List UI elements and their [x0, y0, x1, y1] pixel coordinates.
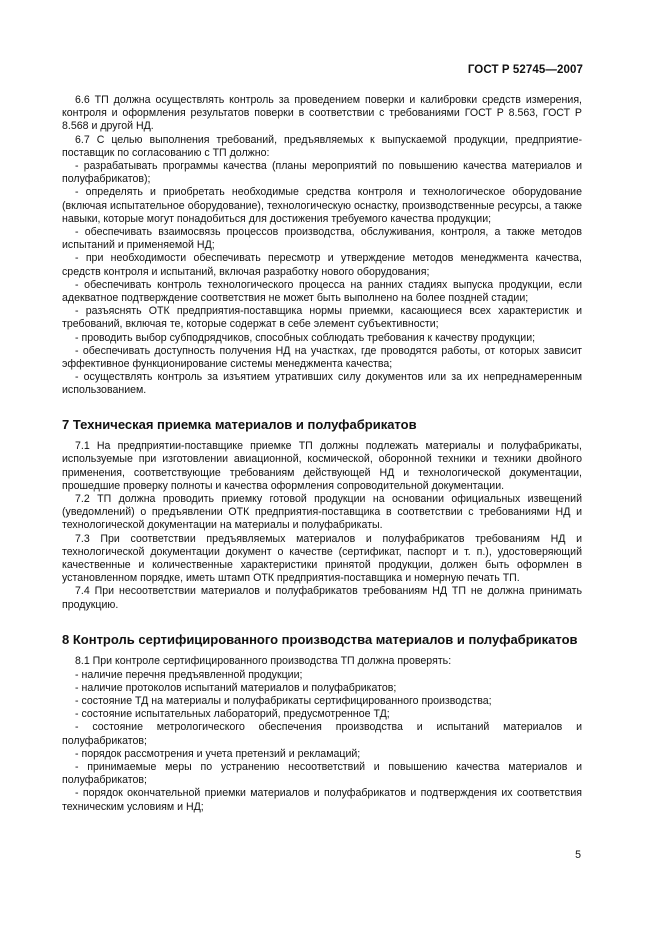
section-8-heading: 8 Контроль сертифицированного производства материалов и полуфабрикатов	[62, 631, 578, 647]
list-item: - порядок рассмотрения и учета претензий и рекламаций;	[75, 747, 361, 760]
list-item: - состояние испытательных лабораторий, предусмотренное ТД;	[75, 708, 390, 721]
page-number: 5	[575, 849, 581, 861]
paragraph-7-1: 7.1 На предприятии-поставщике приемке ТП должны подлежать материалы и полуфабрикаты, используемые при изготовлении авиационной, космической, оборонной техники и техники двойного применения, соответствующие требованиям действующей НД и технологической документации, прошедшие проверку полноты и качества оформления сопроводительной документации.	[62, 440, 582, 492]
list-item: - порядок окончательной приемки материалов и полуфабрикатов и подтверждения их соответствия техническим условиям и НД;	[62, 787, 582, 813]
paragraph-7-3: 7.3 При соответствии предъявляемых материалов и полуфабрикатов требованиям НД и технологической документации документ о качестве (сертификат, паспорт и т. п.), удостоверяющий качественные и количественные характеристики принятой продукции, должен быть оформлен в установленном порядке, иметь штамп ОТК предприятия-поставщика и номерную печать ТП.	[62, 532, 582, 585]
page-body	[62, 94, 582, 814]
list-item: - разрабатывать программы качества (планы мероприятий по повышению качества материалов и полуфабрикатов);	[62, 160, 582, 186]
list-item: - разъяснять ОТК предприятия-поставщика нормы приемки, касающиеся всех характеристик и требований, включая те, которые содержат в себе элемент субъективности;	[62, 305, 582, 331]
list-item: - при необходимости обеспечивать пересмотр и утверждение методов менеджмента качества, средств контроля и испытаний, включая разработку нового оборудования;	[62, 252, 582, 278]
list-item: - определять и приобретать необходимые средства контроля и технологическое оборудование (включая испытательное оборудование), технологическую оснастку, производственные ресурсы, а также навыки, которые могут понадобиться для достижения требуемого качества продукции;	[62, 186, 582, 225]
paragraph-7-4: 7.4 При несоответствии материалов и полуфабрикатов требованиям НД ТП не должна принимать продукцию.	[62, 585, 582, 611]
list-item: - осуществлять контроль за изъятием утративших силу документов или за их непреднамеренным использованием.	[62, 371, 582, 397]
list-item: - наличие перечня предъявленной продукции;	[75, 668, 303, 681]
list-item: - обеспечивать контроль технологического процесса на ранних стадиях выпуска продукции, если адекватное подтверждение соответствия не может быть выполнено на более поздней стадии;	[62, 278, 582, 305]
paragraph-6-7: 6.7 С целью выполнения требований, предъявляемых к выпускаемой продукции, предприятие-поставщик по согласованию с ТП должно:	[62, 133, 582, 159]
document-id-header: ГОСТ Р 52745—2007	[467, 64, 583, 76]
section-7-heading: 7 Техническая приемка материалов и полуфабрикатов	[62, 416, 417, 432]
paragraph-6-6: 6.6 ТП должна осуществлять контроль за проведением поверки и калибровки средств измерения, контроля и оформления результатов поверки в соответствии с требованиями ГОСТ Р 8.563, ГОСТ Р 8.568 и другой НД.	[62, 94, 582, 133]
list-item: - обеспечивать доступность получения НД на участках, где проводятся работы, от которых зависит эффективное функционирование системы менеджмента качества;	[62, 344, 582, 371]
paragraph-7-2: 7.2 ТП должна проводить приемку готовой продукции на основании официальных извещений (уведомлений) о предъявлении ОТК предприятия-поставщика в соответствии с требованиями НД и технологической документации на материалы и полуфабрикаты.	[62, 492, 582, 532]
list-item: - проводить выбор субподрядчиков, способных соблюдать требования к качеству продукции;	[75, 331, 536, 344]
list-item: - принимаемые меры по устранению несоответствий и повышению качества материалов и полуфабрикатов;	[62, 760, 582, 787]
list-item: - обеспечивать взаимосвязь процессов производства, обслуживания, контроля, а также методов испытаний и применяемой НД;	[62, 226, 582, 252]
list-item: - состояние ТД на материалы и полуфабрикаты сертифицированного производства;	[75, 694, 492, 707]
paragraph-8-1: 8.1 При контроле сертифицированного производства ТП должна проверять:	[75, 655, 452, 668]
list-item: - состояние метрологического обеспечения производства и испытаний материалов и полуфабрикатов;	[62, 721, 582, 747]
list-item: - наличие протоколов испытаний материалов и полуфабрикатов;	[75, 681, 397, 694]
